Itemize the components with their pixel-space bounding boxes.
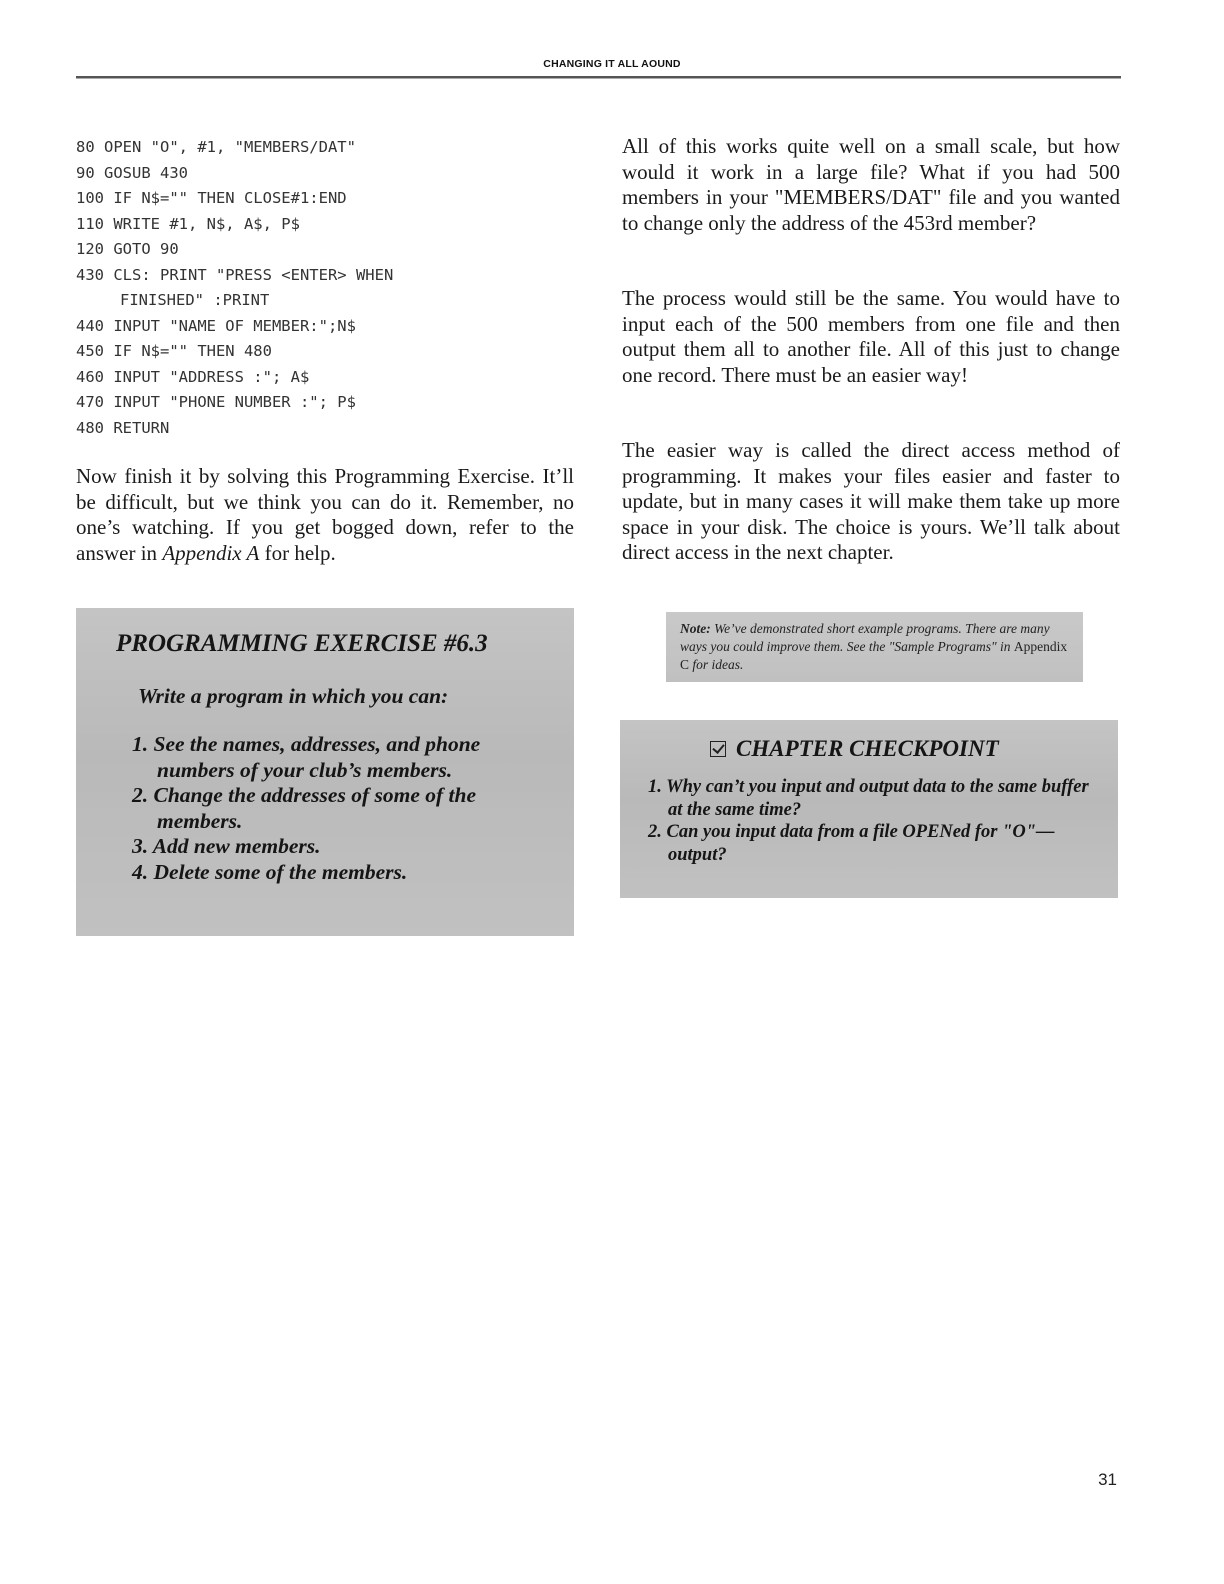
- checkpoint-item: 1. Why can’t you input and output data to the same buffer at the same time?: [648, 777, 1089, 820]
- checkpoint-list: [648, 776, 1106, 866]
- code-listing: [76, 135, 576, 441]
- note-appendix: Appendix C: [680, 639, 1068, 672]
- code-line: 90 GOSUB 430: [76, 163, 188, 182]
- exercise-item: 2. Change the addresses of some of the members.: [132, 783, 476, 833]
- note-box: [666, 612, 1083, 682]
- exercise-title: PROGRAMMING EXERCISE #6.3: [116, 630, 488, 657]
- left-paragraph: [76, 464, 574, 566]
- exercise-item: 4. Delete some of the members.: [132, 859, 408, 884]
- checkpoint-heading: [710, 736, 999, 762]
- exercise-item: 1. See the names, addresses, and phone numbers of your club’s members.: [132, 732, 481, 782]
- left-paragraph-text: Now finish it by solving this Programming Exercise. It’ll be difficult, but we think you can do it. Remember, no one’s watching. If you get bogged down, refer to the answer in: [76, 464, 574, 565]
- note-end: for ideas.: [692, 657, 744, 672]
- code-line: 470 INPUT "PHONE NUMBER :"; P$: [76, 393, 356, 411]
- code-line: FINISHED" :PRINT: [120, 291, 270, 309]
- code-line: 480 RETURN: [76, 418, 170, 437]
- code-line: 80 OPEN "O", #1, "MEMBERS/DAT": [76, 138, 356, 156]
- running-header: CHANGING IT ALL AOUND: [543, 58, 681, 70]
- appendix-reference: Appendix A: [162, 540, 260, 565]
- code-line: 430 CLS: PRINT "PRESS <ENTER> WHEN: [76, 265, 394, 284]
- chapter-checkpoint-box: [620, 720, 1118, 898]
- note-label: Note:: [680, 621, 711, 636]
- code-line: 100 IF N$="" THEN CLOSE#1:END: [76, 189, 347, 207]
- checkbox-icon: [710, 741, 726, 757]
- right-paragraph-1: All of this works quite well on a small scale, but how would it work in a large file? What if you had 500 members in your "MEMBERS/DAT" file and you wanted to change only the address of the 453rd member?: [622, 134, 1120, 235]
- programming-exercise-box: [76, 608, 574, 936]
- left-paragraph-end: for help.: [259, 540, 336, 565]
- note-text: [680, 620, 1074, 674]
- code-line: 440 INPUT "NAME OF MEMBER:";N$: [76, 316, 356, 335]
- code-line: 460 INPUT "ADDRESS :"; A$: [76, 367, 310, 386]
- page-number: 31: [1098, 1470, 1117, 1489]
- code-line: 110 WRITE #1, N$, A$, P$: [76, 214, 300, 233]
- checkpoint-title: CHAPTER CHECKPOINT: [736, 736, 999, 761]
- code-line: 120 GOTO 90: [76, 240, 179, 258]
- checkpoint-item: 2. Can you input data from a file OPENed for "O"—output?: [648, 822, 1055, 865]
- exercise-item: 3. Add new members.: [132, 834, 321, 859]
- exercise-intro: Write a program in which you can:: [138, 684, 449, 708]
- header-rule: [76, 76, 1121, 79]
- exercise-list: [132, 732, 552, 886]
- code-line: 450 IF N$="" THEN 480: [76, 342, 272, 360]
- right-paragraph-2: The process would still be the same. You would have to input each of the 500 members from one file and then output them all to another file. All of this just to change one record. There must be an easier way!: [622, 286, 1120, 387]
- note-body: We’ve demonstrated short example programs. There are many ways you could improve them. See the "Sample Programs" in: [680, 621, 1050, 654]
- right-paragraph-3: The easier way is called the direct access method of programming. It makes your files easier and faster to update, but in many cases it will make them take up more space in your disk. The choice is yours. We’ll talk about direct access in the next chapter.: [622, 438, 1120, 565]
